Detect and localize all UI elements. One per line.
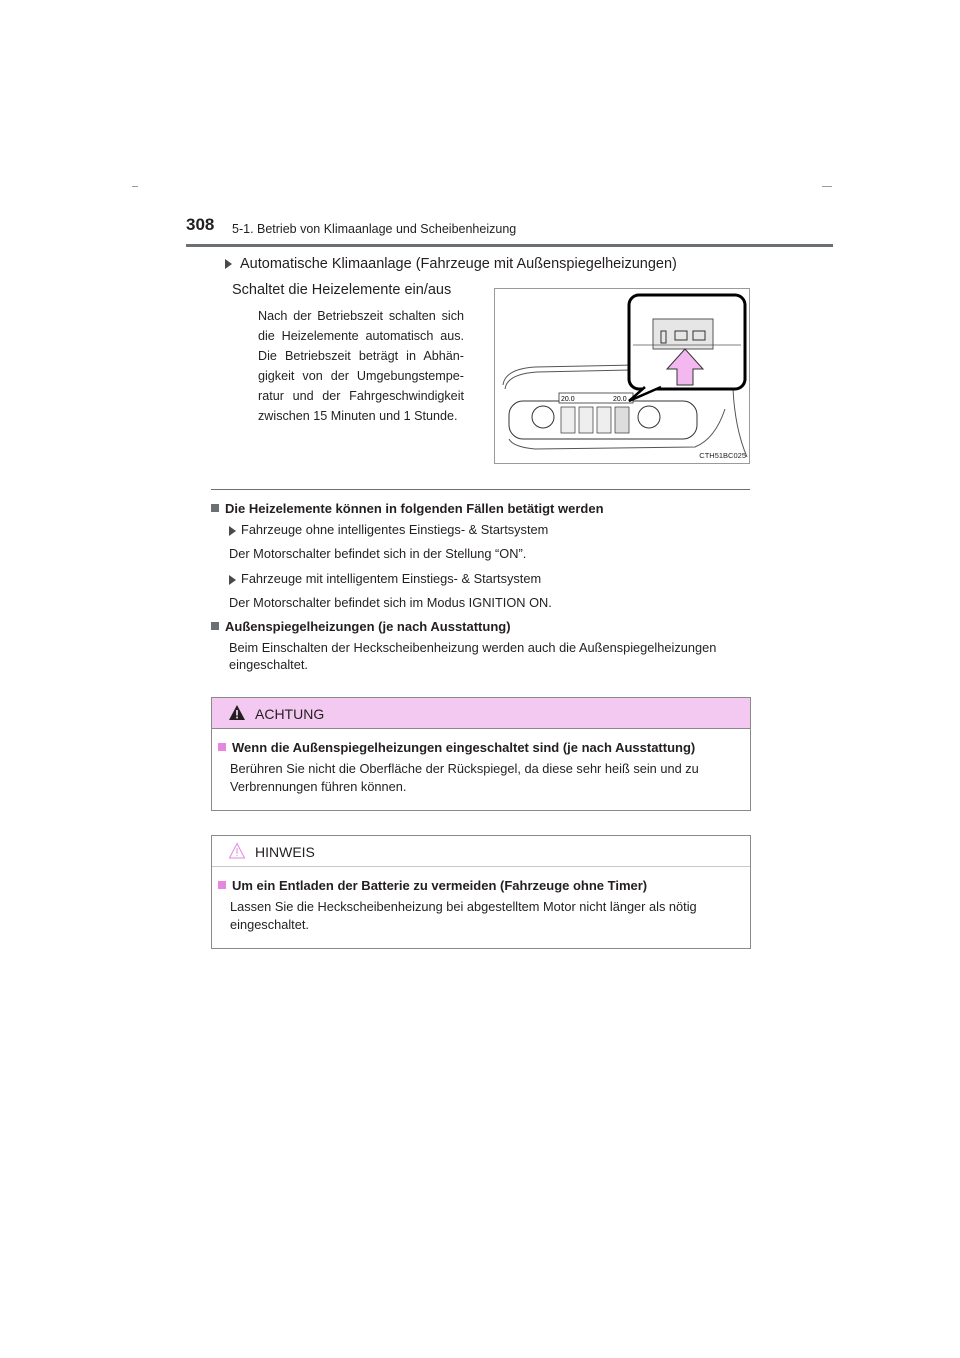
triangle-bullet-icon [229, 526, 236, 536]
caution-outline-icon [228, 842, 246, 859]
crop-mark-right [822, 186, 832, 187]
achtung-header [212, 698, 750, 729]
achtung-title: ACHTUNG [255, 706, 325, 722]
note-1-case-1 [229, 522, 548, 537]
note-1-case-2-text: Fahrzeuge mit intelligentem Einstiegs- & Startsystem [241, 571, 542, 586]
page-number: 308 [186, 215, 215, 234]
display-right-temp: 20.0 [613, 396, 627, 403]
achtung-heading [218, 740, 695, 755]
display-left-temp: 20.0 [561, 396, 575, 403]
climate-panel-illustration [495, 289, 749, 463]
note-2-line-1: Beim Einschalten der Heckscheibenheizung werden auch die Außenspiegelheizungen [229, 640, 717, 655]
square-bullet-icon [211, 622, 219, 630]
achtung-heading-text: Wenn die Außenspiegelheizungen eingeschaltet sind (je nach Ausstattung) [232, 740, 696, 755]
note-2-heading [211, 619, 511, 634]
hinweis-heading-text: Um ein Entladen der Batterie zu vermeiden (Fahrzeuge ohne Timer) [232, 878, 648, 893]
hinweis-box [211, 835, 751, 949]
note-2-heading-text: Außenspiegelheizungen (je nach Ausstattung) [225, 619, 511, 634]
sub-heading-text: Automatische Klimaanlage (Fahrzeuge mit Außenspiegelheizungen) [240, 256, 677, 272]
note-1-heading-text: Die Heizelemente können in folgenden Fällen betätigt werden [225, 501, 604, 516]
note-1-case-1-text: Fahrzeuge ohne intelligentes Einstiegs- & Startsystem [241, 522, 549, 537]
note-2-line-2: eingeschaltet. [229, 657, 308, 672]
hinweis-line-1: Lassen Sie die Heckscheibenheizung bei abgestelltem Motor nicht länger als nötig [230, 899, 697, 914]
square-bullet-icon [211, 504, 219, 512]
heater-description: Nach der Betriebszeit schalten sich die Heizelemente automatisch aus. Die Betriebszeit beträgt in Abhän-gigkeit von der Umgebungstempe-ratur und der Fahrgeschwindigkeit zwischen 15 Minuten und 1 Stunde. [258, 309, 464, 423]
note-1-case-2 [229, 571, 541, 586]
hinweis-heading [218, 878, 647, 893]
figure-caption: CTH51BC025 [699, 451, 746, 460]
warning-triangle-icon [228, 704, 246, 721]
square-bullet-icon [218, 881, 226, 889]
hinweis-title: HINWEIS [255, 844, 315, 860]
heater-title: Schaltet die Heizelemente ein/aus [232, 282, 452, 298]
section-title: 5-1. Betrieb von Klimaanlage und Scheibenheizung [232, 222, 517, 236]
achtung-line-2: Verbrennungen führen können. [230, 779, 407, 794]
climate-control-figure [494, 288, 750, 464]
achtung-line-1: Berühren Sie nicht die Oberfläche der Rückspiegel, da diese sehr heiß sein und zu [230, 761, 699, 776]
note-1-heading [211, 501, 604, 516]
triangle-bullet-icon [225, 259, 232, 269]
note-1-case-2-detail: Der Motorschalter befindet sich im Modus IGNITION ON. [229, 595, 552, 610]
triangle-bullet-icon [229, 575, 236, 585]
square-bullet-icon [218, 743, 226, 751]
header-rule [186, 244, 833, 247]
achtung-box [211, 697, 751, 811]
note-1-case-1-detail: Der Motorschalter befindet sich in der Stellung “ON”. [229, 546, 527, 561]
hinweis-line-2: eingeschaltet. [230, 917, 309, 932]
hinweis-header [212, 836, 750, 867]
crop-mark-left [132, 186, 138, 187]
section-rule [211, 489, 750, 490]
sub-heading [225, 256, 677, 272]
